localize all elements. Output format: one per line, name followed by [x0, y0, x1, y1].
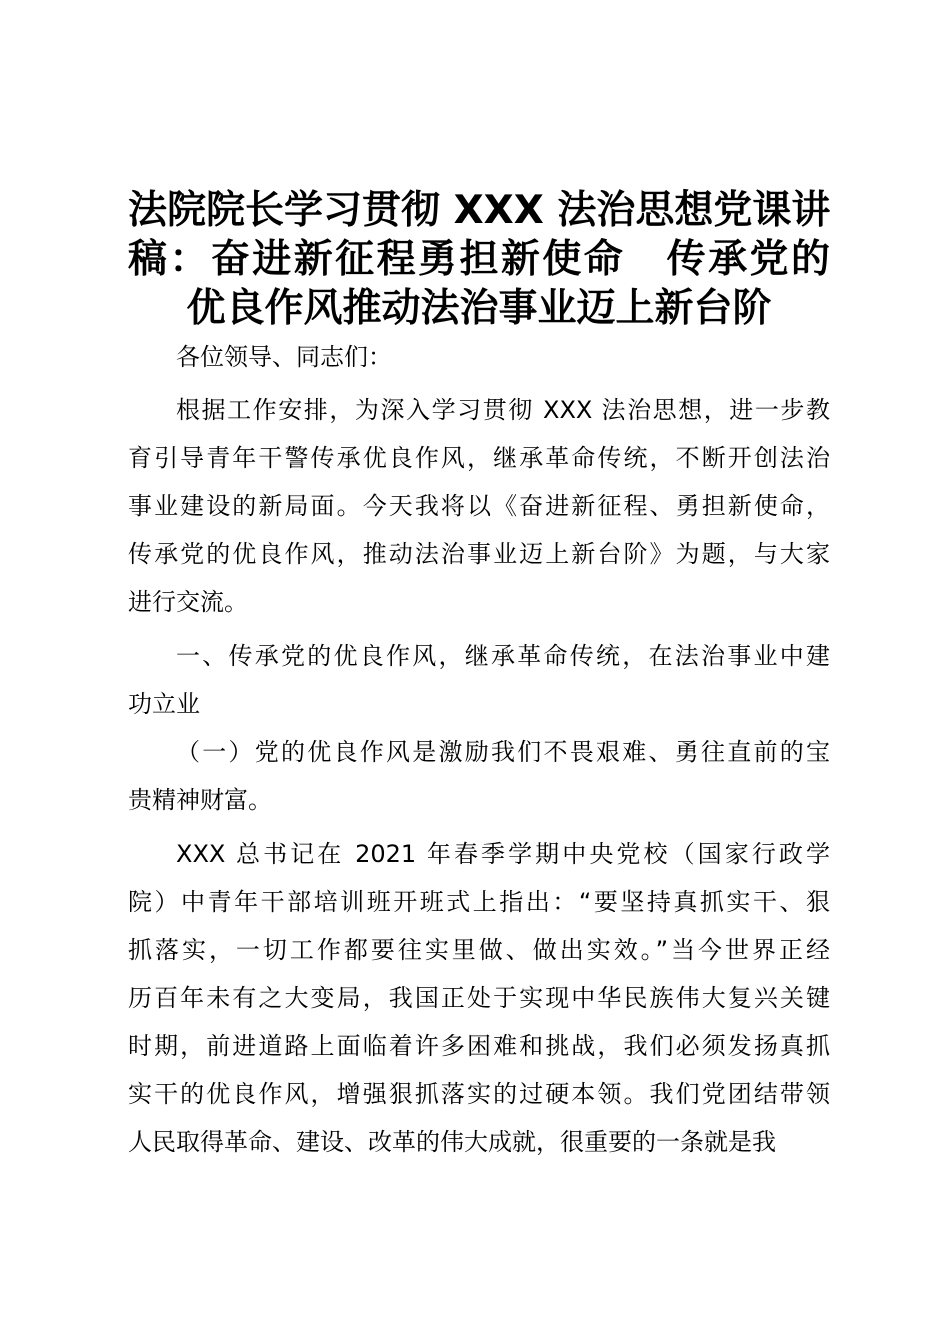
text-line: 功立业: [128, 690, 200, 718]
text-line: 一、传承党的优良作风，继承革命传统，在法治事业中建: [176, 642, 830, 670]
document-title: [128, 186, 830, 333]
title-line: 优良作风推动法治事业迈上新台阶: [186, 286, 772, 331]
paragraph: [128, 333, 830, 381]
document-body: [128, 333, 830, 1166]
document-page: [128, 186, 830, 1166]
text-line: 根据工作安排，为深入学习贯彻 XXX 法治思想，进一步教: [176, 396, 830, 424]
text-line: 历百年未有之大变局，我国正处于实现中华民族伟大复兴关键: [128, 984, 830, 1012]
title-line: 稿：奋进新征程勇担新使命 传承党的: [128, 237, 830, 282]
text-line: 贵精神财富。: [128, 786, 272, 814]
text-line: 育引导青年干警传承优良作风，继承革命传统，不断开创法治: [128, 444, 830, 472]
text-line: 进行交流。: [128, 588, 248, 616]
paragraph: [128, 386, 830, 626]
title-line: 法院院长学习贯彻 XXX 法治思想党课讲: [128, 188, 831, 233]
paragraph: [128, 728, 830, 824]
text-line: 人民取得革命、建设、改革的伟大成就，很重要的一条就是我: [128, 1128, 776, 1156]
paragraph: [128, 830, 830, 1166]
text-line: XXX 总书记在 2021 年春季学期中央党校（国家行政学: [176, 840, 830, 868]
text-line: 时期，前进道路上面临着许多困难和挑战，我们必须发扬真抓: [128, 1032, 830, 1060]
paragraph: [128, 632, 830, 728]
text-line: 事业建设的新局面。今天我将以《奋进新征程、勇担新使命，: [128, 492, 830, 520]
text-line: （一）党的优良作风是激励我们不畏艰难、勇往直前的宝: [176, 738, 830, 766]
text-line: 各位领导、同志们：: [176, 343, 392, 371]
text-line: 实干的优良作风，增强狠抓落实的过硬本领。我们党团结带领: [128, 1080, 830, 1108]
text-line: 传承党的优良作风，推动法治事业迈上新台阶》为题，与大家: [128, 540, 830, 568]
text-line: 抓落实，一切工作都要往实里做、做出实效。”当今世界正经: [128, 936, 830, 964]
text-line: 院）中青年干部培训班开班式上指出：“要坚持真抓实干、狠: [128, 888, 830, 916]
